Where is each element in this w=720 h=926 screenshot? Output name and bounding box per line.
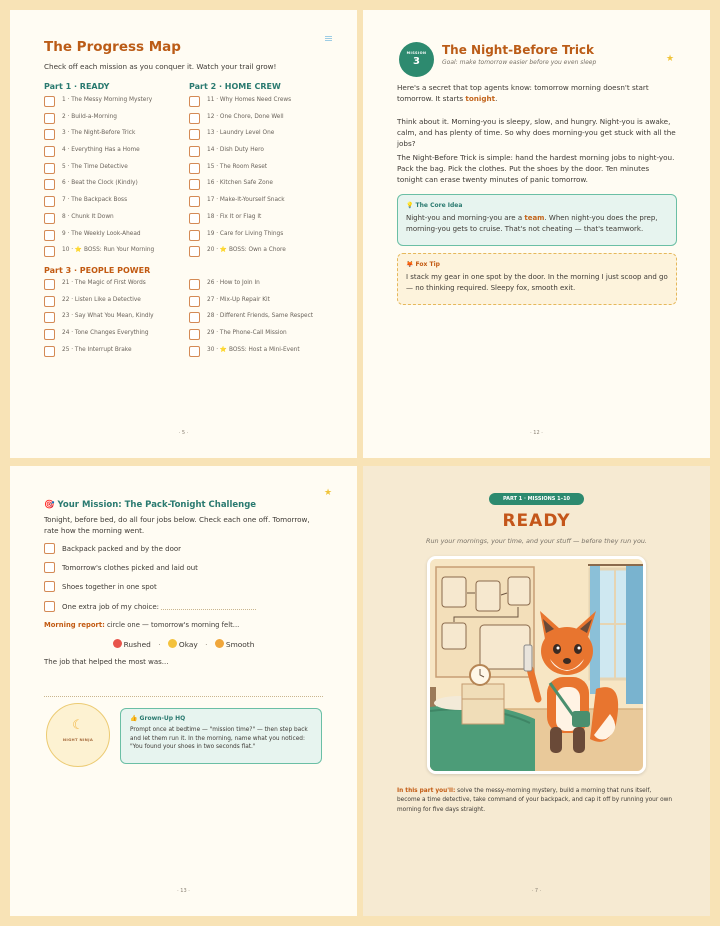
- progress-map-page: [10, 10, 357, 458]
- checkbox[interactable]: [189, 146, 200, 157]
- fox-tip-heading: 🦊 Fox Tip: [406, 261, 440, 268]
- angry-face-icon: [113, 639, 122, 648]
- checkbox[interactable]: [44, 601, 55, 612]
- mission-label: 29 · The Phone-Call Mission: [207, 330, 287, 337]
- challenge-title: 🎯 Your Mission: The Pack-Tonight Challenge: [44, 500, 257, 510]
- mood-okay[interactable]: Okay: [168, 640, 198, 649]
- checkbox[interactable]: [44, 113, 55, 124]
- checkbox[interactable]: [44, 213, 55, 224]
- part-1-opener-page: [363, 466, 710, 916]
- page-number: · 12 ·: [530, 430, 543, 436]
- ninja-label: NIGHT NINJA: [62, 737, 94, 742]
- checklist-item[interactable]: [189, 162, 291, 179]
- moon-icon: ☾: [72, 718, 84, 733]
- checklist-item[interactable]: [189, 328, 313, 345]
- checkbox[interactable]: [189, 279, 200, 290]
- checkbox[interactable]: [44, 581, 55, 592]
- part2-checklist: [189, 95, 291, 262]
- mission-label: 10 · ⭐ BOSS: Run Your Morning: [62, 247, 155, 254]
- checkbox[interactable]: [189, 329, 200, 340]
- part3-checklist-right: [189, 278, 313, 361]
- mood-options: Rushed · Okay · Smooth: [10, 639, 357, 649]
- checklist-item[interactable]: [44, 328, 154, 345]
- checklist-item[interactable]: [44, 95, 154, 112]
- part1-heading: Part 1 · READY: [44, 82, 110, 91]
- checklist-item[interactable]: [189, 128, 291, 145]
- checkbox[interactable]: [44, 346, 55, 357]
- checkbox[interactable]: [189, 213, 200, 224]
- cool-face-icon: [215, 639, 224, 648]
- mission-label: 9 · The Weekly Look-Ahead: [62, 230, 141, 237]
- mission-label: 21 · The Magic of First Words: [62, 280, 146, 286]
- badge-number: 3: [413, 56, 420, 67]
- write-in-line[interactable]: [161, 603, 256, 610]
- fox-tip-body: I stack my gear in one spot by the door. In the morning I just scoop and go — no thinking required. Sleepy fox, smooth exit.: [406, 273, 668, 292]
- mission-goal: Goal: make tomorrow easier before you even sleep: [442, 59, 597, 66]
- checkbox[interactable]: [189, 179, 200, 190]
- mission-label: 23 · Say What You Mean, Kindly: [62, 313, 154, 320]
- star-icon: ★: [666, 54, 675, 64]
- checklist-item[interactable]: [189, 195, 291, 212]
- part3-heading: Part 3 · PEOPLE POWER: [44, 266, 151, 275]
- core-idea-heading: 💡 The Core Idea: [406, 202, 463, 209]
- task-item[interactable]: Tomorrow's clothes picked and laid out: [44, 562, 198, 573]
- checklist-item[interactable]: [44, 278, 154, 295]
- part1-checklist: [44, 95, 154, 262]
- hq-body: Prompt once at bedtime — "mission time?" — then step back and let them run it. In the morning, name what you noticed: "You found your shoes in two seconds flat.": [130, 727, 308, 751]
- checkbox[interactable]: [44, 196, 55, 207]
- mission-label: 13 · Laundry Level One: [207, 130, 275, 137]
- mission-label: 20 · ⭐ BOSS: Own a Chore: [207, 247, 286, 254]
- mission-label: 8 · Chunk It Down: [62, 213, 114, 220]
- checklist-item[interactable]: [189, 95, 291, 112]
- part-title: READY: [502, 511, 571, 531]
- mission-label: 18 · Fix It or Flag It: [207, 213, 262, 220]
- mood-smooth[interactable]: Smooth: [215, 640, 255, 649]
- grown-up-hq-box: [120, 708, 322, 764]
- mission-label: 15 · The Room Reset: [207, 163, 268, 170]
- checklist-item[interactable]: [44, 245, 154, 262]
- badge-label: MISSION: [406, 51, 427, 55]
- morning-report: Morning report: circle one — tomorrow's morning felt...: [44, 621, 240, 629]
- mood-rushed[interactable]: Rushed: [113, 640, 151, 649]
- mission-label: 28 · Different Friends, Same Respect: [207, 313, 314, 320]
- checklist-item[interactable]: [44, 112, 154, 129]
- challenge-intro: Tonight, before bed, do all four jobs below. Check each one off. Tomorrow, rate how the morning went.: [44, 515, 310, 535]
- checkbox[interactable]: [189, 113, 200, 124]
- checklist-item[interactable]: [189, 345, 313, 362]
- checklist-item[interactable]: [189, 178, 291, 195]
- mission-label: 27 · Mix-Up Repair Kit: [207, 296, 270, 303]
- fox-tip-box: [397, 253, 677, 305]
- mission-label: 24 · Tone Changes Everything: [62, 330, 149, 337]
- paragraph-3: The Night-Before Trick is simple: hand the hardest morning jobs to night-you. Pack the bag. Pick the clothes. Put the shoes by the door. Ten minutes tonight can erase twenty minutes of panic tomorrow.: [397, 153, 675, 184]
- core-idea-box: [397, 194, 677, 246]
- checklist-item[interactable]: [44, 212, 154, 229]
- mission-label: 6 · Beat the Clock (Kindly): [62, 180, 138, 187]
- checklist-item[interactable]: [189, 145, 291, 162]
- mission-3-page: [363, 10, 710, 458]
- checkbox[interactable]: [44, 179, 55, 190]
- mission-label: 30 · ⭐ BOSS: Host a Mini-Event: [207, 346, 300, 353]
- part3-checklist-left: [44, 278, 154, 361]
- checklist-item[interactable]: [44, 128, 154, 145]
- checkbox[interactable]: [189, 129, 200, 140]
- mission-label: 7 · The Backpack Boss: [62, 197, 128, 204]
- helped-prompt: The job that helped the most was...: [44, 658, 169, 666]
- checkbox[interactable]: [44, 329, 55, 340]
- paragraph-1: Here's a secret that top agents know: tomorrow morning doesn't start tomorrow. It starts tonight.: [397, 83, 649, 103]
- checklist-item[interactable]: [44, 311, 154, 328]
- hq-heading: 👍 Grown-Up HQ: [130, 715, 186, 722]
- checklist-item[interactable]: [189, 295, 313, 312]
- mission-label: 3 · The Night-Before Trick: [62, 130, 136, 137]
- checkbox[interactable]: [189, 346, 200, 357]
- checkbox[interactable]: [44, 279, 55, 290]
- paragraph-2: Think about it. Morning-you is sleepy, slow, and hungry. Night-you is awake, calm, and has plenty of time. So why does morning-you get stuck with all the jobs?: [397, 117, 676, 148]
- checklist-item[interactable]: [189, 212, 291, 229]
- checkbox[interactable]: [44, 562, 55, 573]
- checklist-item[interactable]: [44, 145, 154, 162]
- checklist-item[interactable]: [44, 195, 154, 212]
- checklist-item[interactable]: [44, 295, 154, 312]
- mission-label: 2 · Build-a-Morning: [62, 113, 117, 120]
- checkbox[interactable]: [44, 296, 55, 307]
- checkbox[interactable]: [44, 312, 55, 323]
- neutral-face-icon: [168, 639, 177, 648]
- mission-label: 22 · Listen Like a Detective: [62, 296, 141, 303]
- checkbox[interactable]: [189, 96, 200, 107]
- page-title: The Progress Map: [44, 39, 181, 55]
- checklist-item[interactable]: [44, 162, 154, 179]
- checkbox[interactable]: [44, 543, 55, 554]
- page-number: · 7 ·: [531, 888, 542, 894]
- page-number: · 13 ·: [177, 888, 190, 894]
- part-tagline: Run your mornings, your time, and your stuff — before they run you.: [426, 537, 647, 545]
- checklist-item[interactable]: [189, 229, 291, 246]
- mission-label: 11 · Why Homes Need Crews: [207, 97, 292, 103]
- checkbox[interactable]: [44, 129, 55, 140]
- mission-badge: [399, 42, 434, 77]
- mission-label: 14 · Dish Duty Hero: [207, 147, 264, 154]
- page-subtitle: Check off each mission as you conquer it. Watch your trail grow!: [44, 62, 277, 71]
- checkbox[interactable]: [189, 230, 200, 241]
- checklist-item[interactable]: [44, 345, 154, 362]
- mission-label: 16 · Kitchen Safe Zone: [207, 180, 273, 187]
- mission-label: 17 · Make-It-Yourself Snack: [207, 197, 285, 204]
- task-item[interactable]: One extra job of my choice:: [44, 601, 256, 612]
- checklist-item[interactable]: [189, 112, 291, 129]
- mission-label: 1 · The Messy Morning Mystery: [62, 97, 153, 103]
- checkbox[interactable]: [189, 246, 200, 257]
- checkbox[interactable]: [189, 312, 200, 323]
- task-item[interactable]: Backpack packed and by the door: [44, 543, 181, 554]
- grid-icon: [325, 35, 332, 41]
- mission-label: 5 · The Time Detective: [62, 163, 128, 170]
- mission-label: 19 · Care for Living Things: [207, 230, 284, 237]
- checklist-item[interactable]: [189, 278, 313, 295]
- write-in-line[interactable]: [44, 696, 323, 697]
- part-intro: In this part you'll: solve the messy-morning mystery, build a morning that runs itself, become a time detective, take command of your backpack, and cap it off by running your own morning for five days straight.: [397, 788, 673, 813]
- checkbox[interactable]: [44, 163, 55, 174]
- mission-title: The Night-Before Trick: [442, 43, 595, 57]
- fox-bedroom-illustration: [427, 556, 646, 774]
- checkbox[interactable]: [189, 196, 200, 207]
- mission-label: 25 · The Interrupt Brake: [62, 346, 132, 353]
- checkbox[interactable]: [189, 163, 200, 174]
- night-ninja-badge: [46, 703, 110, 767]
- mission-label: 12 · One Chore, Done Well: [207, 113, 284, 120]
- checkbox[interactable]: [44, 146, 55, 157]
- checkbox[interactable]: [189, 296, 200, 307]
- checkbox[interactable]: [44, 246, 55, 257]
- checklist-item[interactable]: [44, 229, 154, 246]
- page-number: · 5 ·: [178, 430, 189, 436]
- part2-heading: Part 2 · HOME CREW: [189, 82, 281, 91]
- checkbox[interactable]: [44, 96, 55, 107]
- task-item[interactable]: Shoes together in one spot: [44, 581, 157, 592]
- mission-label: 4 · Everything Has a Home: [62, 147, 140, 154]
- illustration-svg: [430, 559, 643, 771]
- star-icon: ★: [324, 488, 333, 498]
- part-pill: PART 1 · MISSIONS 1–10: [489, 493, 584, 505]
- core-idea-body: Night-you and morning-you are a team. When night-you does the prep, morning-you gets to cruise. That's not cheating — that's teamwork.: [406, 214, 658, 233]
- checklist-item[interactable]: [189, 245, 291, 262]
- checklist-item[interactable]: [189, 311, 313, 328]
- mission-label: 26 · How to Join In: [207, 280, 260, 286]
- challenge-page: [10, 466, 357, 916]
- checklist-item[interactable]: [44, 178, 154, 195]
- checkbox[interactable]: [44, 230, 55, 241]
